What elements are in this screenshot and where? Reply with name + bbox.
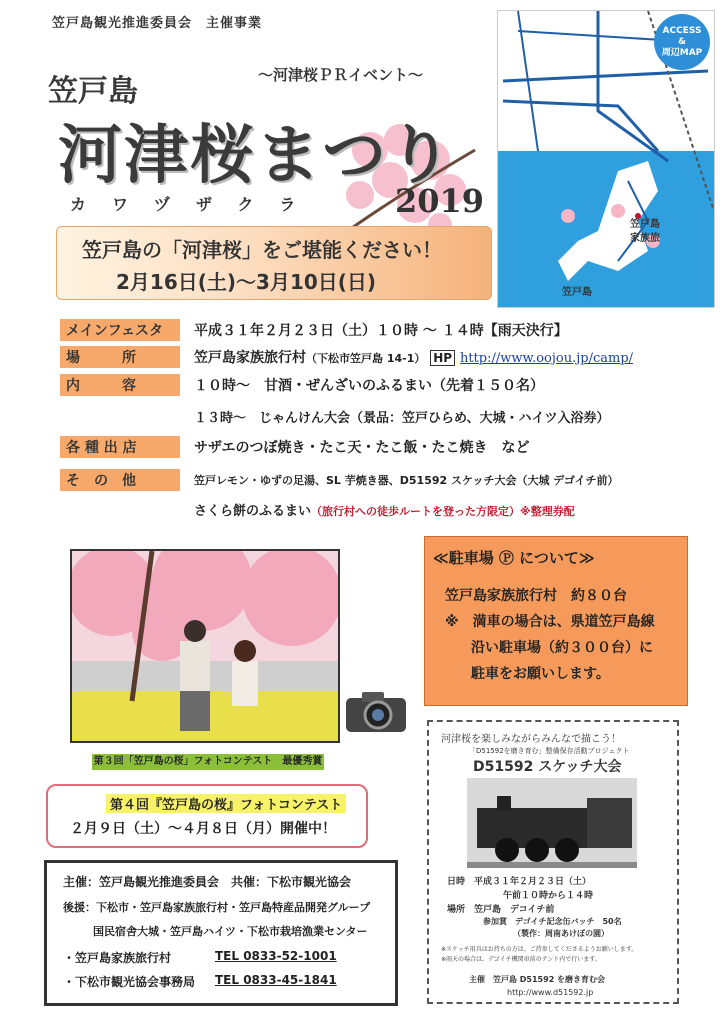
- parking-title: ≪駐車場 Ⓟ について≫: [433, 549, 595, 567]
- contest-dates: ２月９日（土）～４月８日（月）開催中！: [70, 821, 336, 837]
- content-line-1: １０時～ 甘酒・ぜんざいのふるまい（先着１５０名）: [194, 378, 544, 394]
- sketch-time: 午前１０時から１４時: [503, 891, 594, 901]
- festival-title: 河津桜まつり: [58, 119, 454, 193]
- map-label-village: 家族旅: [630, 233, 660, 244]
- credits-support-1: 後援：下松市・笠戸島家族旅行村・笠戸島特産品開発グループ: [63, 901, 371, 914]
- sketch-note-2: ※雨天の場合は、デゴイチ機関車前のテント内で行います。: [441, 956, 601, 963]
- hp-badge: HP: [430, 350, 455, 366]
- place-address: （下松市笠戸島 14-1）: [306, 352, 426, 365]
- contact-village-name: ・笠戸島家族旅行村: [63, 951, 172, 965]
- photo-graphic: [72, 551, 338, 741]
- contact-association-name: ・下松市観光協会事務局: [63, 975, 196, 989]
- ticket-note: ※整理券配: [520, 505, 575, 518]
- parking-line-1: 笠戸島家族旅行村 約８０台: [445, 588, 627, 604]
- sketch-made-by: （製作：周南あけぼの園）: [513, 929, 609, 938]
- banner-message: 笠戸島の「河津桜」をご堪能ください！: [82, 238, 442, 262]
- label-place-text: 場 所: [66, 350, 136, 366]
- sketch-intro: 河津桜を楽しみながらみんなで描こう！: [441, 734, 621, 745]
- main-festa-datetime: 平成３１年２月２３日（土）１０時 ～ １４時: [194, 323, 484, 339]
- parking-line-2: ※ 満車の場合は、県道笠戸島線: [445, 614, 655, 630]
- island-heading: 笠戸島: [48, 74, 138, 109]
- sketch-event-flyer: [427, 720, 679, 1004]
- sakura-mochi: さくら餅のふるまい: [194, 504, 312, 519]
- homepage-link[interactable]: http://www.oojou.jp/camp/: [459, 351, 634, 366]
- contact-village-tel[interactable]: TEL 0833-52-1001: [215, 949, 337, 963]
- sketch-note-1: ※スケッチ用具はお持ちの方は、ご持参してくださるようお願いします。: [441, 946, 638, 953]
- credits-host: 主催：笠戸島観光推進委員会 共催：下松市観光協会: [63, 875, 352, 889]
- label-place: [60, 346, 180, 368]
- contact-association-tel[interactable]: TEL 0833-45-1841: [215, 973, 337, 987]
- parking-line-3: 沿い駐車場（約３００台）に: [471, 640, 653, 656]
- rain-note: 【雨天決行】: [483, 323, 568, 339]
- parking-line-4: 駐車をお願いします。: [471, 666, 610, 682]
- organizer-line: 笠戸島観光推進委員会 主催事業: [52, 16, 263, 31]
- stalls-value: サザエのつぼ焼き・たこ天・たこ飯・たこ焼き など: [194, 440, 530, 456]
- content-line-2: １３時～ じゃんけん大会（景品：笠戸ひらめ、大城・ハイツ入浴券）: [194, 411, 610, 426]
- label-main-festa-text: メインフェスタ: [66, 323, 164, 339]
- label-content: [60, 374, 180, 396]
- access-map-badge[interactable]: [654, 14, 710, 70]
- sketch-project: 「D51592を磨き育む」整備保存活動プロジェクト: [469, 747, 630, 755]
- badge-access: ACCESS: [662, 25, 702, 36]
- main-festa-value: [194, 320, 568, 340]
- sketch-gift: 参加賞 デゴイチ記念缶バッチ 50名: [483, 917, 622, 926]
- label-other: [60, 469, 180, 491]
- place-value: [194, 347, 633, 367]
- credits-box: [44, 860, 398, 1006]
- map-label-kasado: 笠戸島: [630, 219, 660, 230]
- festival-dates: 2月16日(土)～3月10日(日): [116, 270, 377, 294]
- sketch-organizer: 主催 笠戸島 D51592 を磨き育む会: [469, 975, 606, 984]
- badge-map: 周辺MAP: [661, 47, 703, 58]
- map-label-island: 笠戸島: [562, 287, 592, 298]
- label-content-text: 内 容: [66, 378, 136, 394]
- parking-box: [424, 536, 688, 706]
- other-line-2: [194, 500, 575, 519]
- sketch-url[interactable]: http://www.d51592.jp: [507, 988, 594, 997]
- label-stalls: [60, 436, 180, 458]
- sketch-place: 場所 笠戸島 デコイチ前: [447, 905, 555, 915]
- place-name: 笠戸島家族旅行村: [194, 350, 306, 366]
- label-main-festa: [60, 319, 180, 341]
- label-stalls-text: 各 種 出 店: [66, 440, 137, 456]
- festival-year: 2019: [395, 182, 485, 220]
- credits-support-2: 国民宿舎大城・笠戸島ハイツ・下松市栽培漁業センター: [93, 925, 368, 938]
- label-other-text: そ の 他: [66, 473, 136, 489]
- camera-icon: [344, 688, 408, 734]
- sketch-title: D51592 スケッチ大会: [473, 759, 622, 775]
- title-reading: カワヅザクラ: [70, 195, 322, 214]
- contest-photo: [70, 549, 340, 743]
- sketch-date: 日時 平成３１年２月２３日（土）: [447, 877, 592, 887]
- photo-caption: 第３回「笠戸島の桜」フォトコンテスト 最優秀賞: [92, 754, 324, 770]
- contest-title: 第４回『笠戸島の桜』フォトコンテスト: [106, 794, 346, 813]
- event-subtitle: ～河津桜ＰＲイベント～: [258, 66, 424, 84]
- other-line-1: 笠戸レモン・ゆずの足湯、SL 芋焼き器、D51592 スケッチ大会（大城 デゴイチ前）: [194, 474, 619, 487]
- walking-route-note: （旅行村への徒歩ルートを登った方限定）: [311, 505, 521, 518]
- locomotive-photo: [467, 778, 637, 868]
- badge-amp: &: [678, 36, 686, 47]
